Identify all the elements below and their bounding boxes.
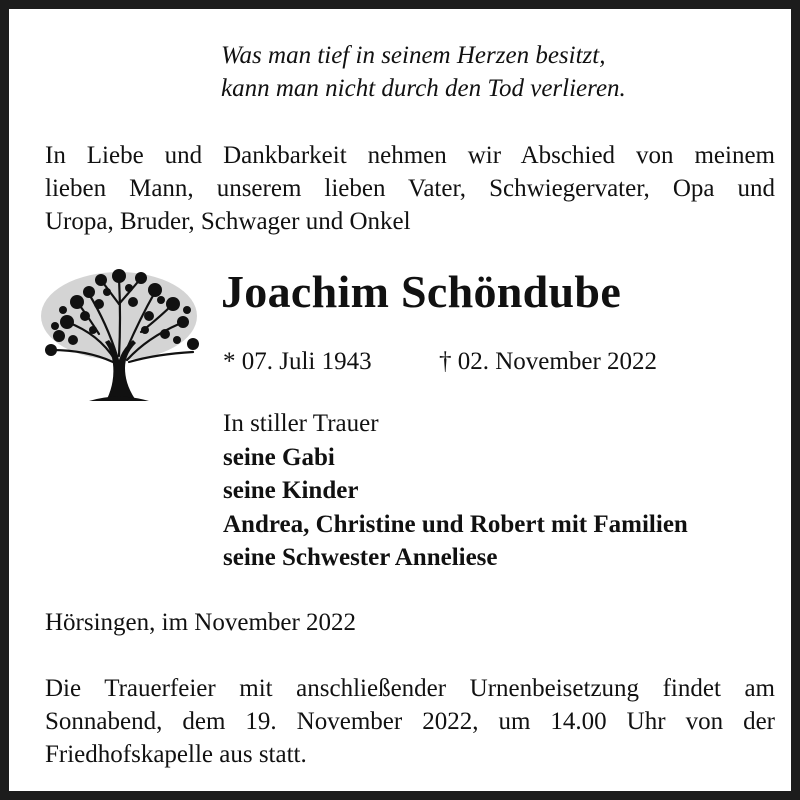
birth-date: * 07. Juli 1943 — [223, 348, 372, 375]
mourner-line: seine Kinder — [223, 477, 359, 504]
tree-icon — [37, 264, 202, 404]
quote-line-1: Was man tief in seinem Herzen besitzt, — [221, 42, 606, 69]
mourner-line: seine Schwester Anneliese — [223, 544, 498, 571]
service-line-2: Sonnabend, dem 19. November 2022, um 14.00 Uhr von der — [45, 708, 775, 735]
life-dates — [223, 345, 658, 378]
service-line-3: Friedhofskapelle aus statt. — [45, 741, 307, 768]
death-date: † 02. November 2022 — [439, 348, 658, 375]
quote-line-2: kann man nicht durch den Tod verlieren. — [221, 75, 626, 102]
deceased-name: Joachim Schöndube — [221, 266, 622, 317]
intro-line-3: Uropa, Bruder, Schwager und Onkel — [45, 208, 411, 235]
intro-line-2: lieben Mann, unserem lieben Vater, Schwiegervater, Opa und — [45, 175, 775, 202]
intro-paragraph — [45, 139, 775, 238]
intro-line-1: In Liebe und Dankbarkeit nehmen wir Abschied von meinem — [45, 142, 775, 169]
place-and-date: Hörsingen, im November 2022 — [45, 609, 357, 636]
mourner-line: seine Gabi — [223, 443, 335, 471]
mourners-block — [223, 407, 783, 575]
memorial-quote — [221, 39, 781, 105]
mourner-line: Andrea, Christine und Robert mit Familien — [223, 510, 688, 538]
funeral-service-info — [45, 672, 775, 771]
mourning-heading: In stiller Trauer — [223, 410, 379, 437]
service-line-1: Die Trauerfeier mit anschließender Urnenbeisetzung findet am — [45, 675, 775, 702]
